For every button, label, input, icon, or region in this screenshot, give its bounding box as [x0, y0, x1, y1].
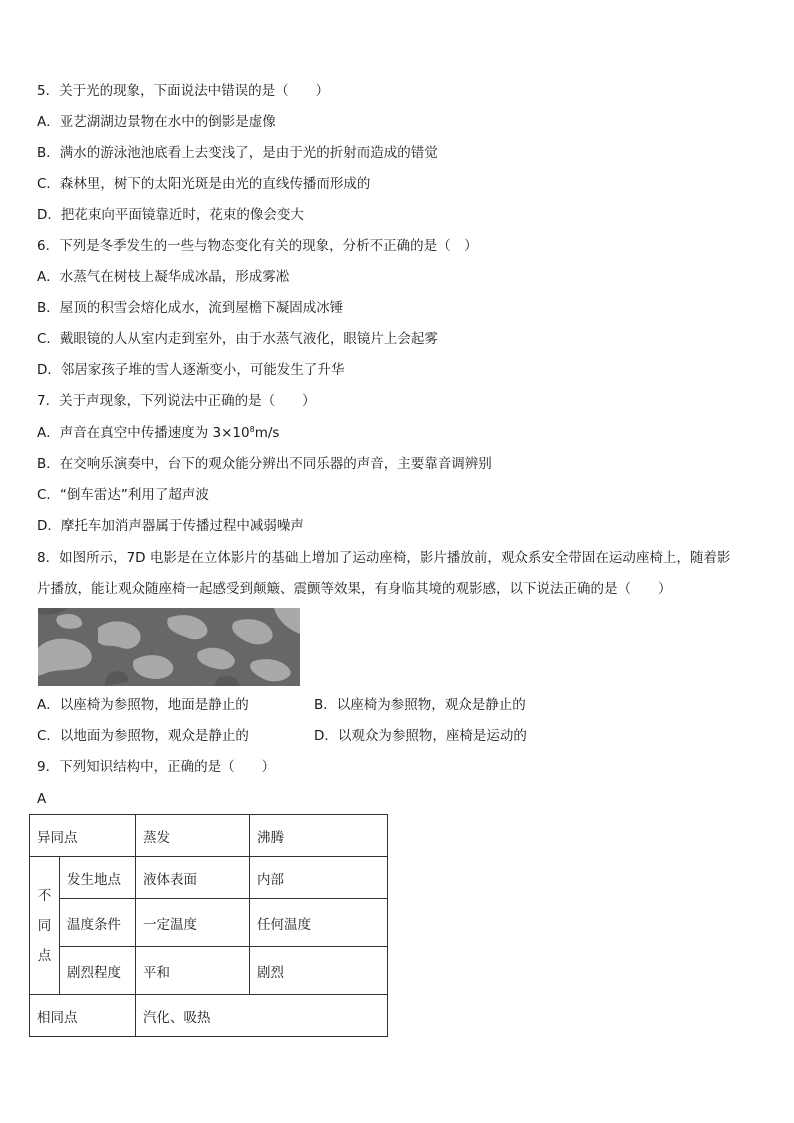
header-cell-comparison: 异同点 — [30, 815, 136, 857]
q5-option-b: B．满水的游泳池池底看上去变浅了，是由于光的折射而造成的错觉 — [37, 145, 438, 161]
diff-label-char: 不 — [37, 887, 52, 904]
q9-option-a-label: A — [37, 791, 47, 807]
table-cell: 液体表面 — [136, 857, 250, 899]
q9-stem: 9．下列知识结构中，正确的是（ ） — [37, 759, 276, 775]
q5-option-c: C．森林里，树下的太阳光斑是由光的直线传播而形成的 — [37, 176, 371, 192]
knowledge-structure-table — [29, 814, 388, 1037]
q7-option-b: B．在交响乐演奏中，台下的观众能分辨出不同乐器的声音，主要靠音调辨别 — [37, 456, 492, 472]
q5-stem: 5．关于光的现象，下面说法中错误的是（ ） — [37, 83, 330, 99]
q6-stem: 6．下列是冬季发生的一些与物态变化有关的现象，分析不正确的是（ ） — [37, 238, 478, 254]
q8-option-a: A．以座椅为参照物，地面是静止的 — [37, 697, 249, 713]
q7-stem: 7．关于声现象，下列说法中正确的是（ ） — [37, 393, 316, 409]
table-row — [30, 947, 388, 995]
diff-label-cell — [30, 857, 60, 995]
table-cell: 平和 — [136, 947, 250, 995]
q7-option-a-text: A．声音在真空中传播速度为 3×10 — [37, 425, 250, 441]
row-label: 剧烈程度 — [60, 947, 136, 995]
table-row — [30, 899, 388, 947]
table-row — [30, 857, 388, 899]
header-cell-boiling: 沸腾 — [250, 815, 388, 857]
table-cell: 剧烈 — [250, 947, 388, 995]
header-cell-evaporation: 蒸发 — [136, 815, 250, 857]
7d-cinema-photo — [38, 608, 300, 686]
q5-option-a: A．亚艺湖湖边景物在水中的倒影是虚像 — [37, 114, 276, 130]
q5-option-d: D．把花束向平面镜靠近时，花束的像会变大 — [37, 207, 304, 223]
same-value-cell: 汽化、吸热 — [136, 995, 388, 1037]
diff-label-char: 点 — [37, 947, 52, 964]
q8-option-c: C．以地面为参照物，观众是静止的 — [37, 728, 249, 744]
row-label: 发生地点 — [60, 857, 136, 899]
table-row-same — [30, 995, 388, 1037]
q8-stem-line2: 片播放，能让观众随座椅一起感受到颠簸、震颤等效果，有身临其境的观影感，以下说法正确的是（ ） — [37, 581, 672, 597]
q8-option-d: D．以观众为参照物，座椅是运动的 — [314, 728, 527, 744]
q6-option-c: C．戴眼镜的人从室内走到室外，由于水蒸气液化，眼镜片上会起雾 — [37, 331, 438, 347]
row-label: 温度条件 — [60, 899, 136, 947]
q8-stem-line1: 8．如图所示，7D 电影是在立体影片的基础上增加了运动座椅，影片播放前，观众系安全带固在运动座椅上，随着影 — [37, 550, 731, 566]
table-cell: 内部 — [250, 857, 388, 899]
diff-label-char: 同 — [37, 917, 52, 934]
q6-option-b: B．屋顶的积雪会熔化成水，流到屋檐下凝固成冰锤 — [37, 300, 344, 316]
q8-option-b: B．以座椅为参照物，观众是静止的 — [314, 697, 526, 713]
q6-option-d: D．邻居家孩子堆的雪人逐渐变小，可能发生了升华 — [37, 362, 345, 378]
table-cell: 任何温度 — [250, 899, 388, 947]
table-cell: 一定温度 — [136, 899, 250, 947]
q7-option-c: C．“倒车雷达”利用了超声波 — [37, 487, 209, 503]
same-label-cell: 相同点 — [30, 995, 136, 1037]
q7-option-a — [37, 424, 279, 442]
table-header-row — [30, 815, 388, 857]
photo-texture — [38, 608, 300, 686]
q6-option-a: A．水蒸气在树枝上凝华成冰晶，形成雾凇 — [37, 269, 290, 285]
q7-option-a-exponent: 8 — [249, 425, 255, 434]
q7-option-a-unit: m/s — [254, 425, 280, 441]
q7-option-d: D．摩托车加消声器属于传播过程中减弱噪声 — [37, 518, 304, 534]
